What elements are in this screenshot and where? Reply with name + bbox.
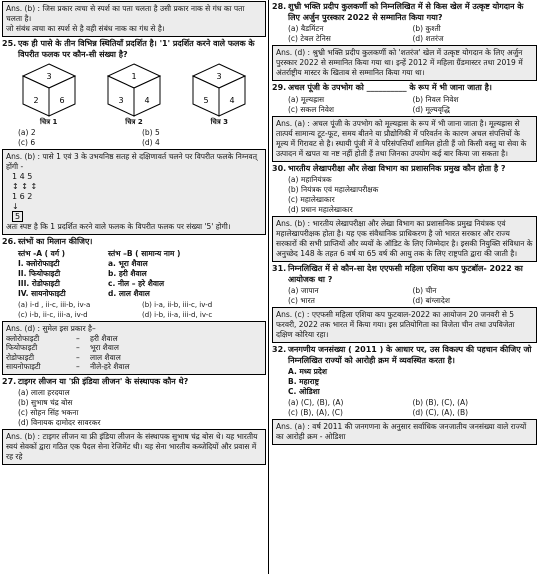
question-text: स्तंभों का मिलान कीजिए। [18,237,93,246]
face-sequence: 1 4 5 [12,172,33,181]
match-cell: I. क्लोरोफाइटी [18,258,60,268]
boxed-answer: 5 [12,211,23,222]
question-text: अचल पूंजी के उपभोग को __________ के रूप में भी जाना जाता है। [288,83,492,92]
question-text: टाइगर लीजन या 'फ्री इंडिया लीजन' के संस्थापक कौन थे? [18,376,189,386]
option: (b) कुश्ती [412,24,441,33]
option: (d) बांग्लादेश [412,296,450,305]
dice-face-left: 5 [203,96,209,105]
dice-face-left: 3 [118,96,124,105]
face-sequence: 1 6 2 [12,192,33,201]
answer-box-31 [272,307,537,343]
option: (d) विनायक दामोदर सावरकर [18,418,101,427]
match-cell: c. नील – हरे शैवाल [108,278,165,288]
match-cell: नीले-हरे शैवाल [90,362,130,371]
answer-text: Ans. (d) : सुमेल इस प्रकार है– [6,323,96,333]
option: (d) प्रधान महालेखाकार [288,205,353,214]
options-29 [288,95,537,115]
option: (d) i-b, ii-a, iii-d, iv-c [142,310,213,319]
match-row [18,279,266,289]
answer-box-24 [2,1,266,37]
cube-icon [19,62,79,118]
option: (a) बैडमिंटन [288,24,324,33]
column-a-header: स्तंभ -A ( वर्ग ) [18,248,66,258]
cube-icon [189,62,249,118]
match-row [18,259,266,269]
dice-face-right: 4 [229,96,235,105]
question-32 [272,345,537,366]
option: (d) शतरंज [412,34,444,43]
dice-face-top: 3 [46,72,52,81]
match-cell: III. रोडोफाइटी [18,278,60,288]
question-text: एक ही पासे के तीन विभिन्न स्थितियाँ प्रदर्शित है। '1' प्रदर्शित करने वाले फलक के विपरीत फलक पर कौन-सी संख्या है? [18,39,255,59]
option: (b) नियंत्रक एवं महालेखापरीक्षक [288,185,379,194]
option: (b) (B), (C), (A) [412,398,469,407]
question-number: 27. [2,376,17,386]
match-cell: II. फियोफाइटी [18,268,61,278]
option: (d) (C), (A), (B) [412,408,469,417]
dice-figures [6,62,262,127]
question-28 [272,2,537,23]
column-divider [268,0,269,574]
answer-box-26 [2,321,266,375]
question-number: 29. [272,83,287,92]
question-27 [2,377,266,388]
answer-box-28 [272,45,537,81]
list-item: B. महाराष्ट्र [288,377,319,386]
question-number: 30. [272,163,287,173]
answer-text: Ans. (b) : भारतीय लेखापरीक्षा और लेखा विभाग का प्रशासनिक प्रमुख नियंत्रक एवं महालेखापरीक्षक होता है। यह एक संवैधानिक प्राधिकरण है जो भारत सरकार और राज्य सरकारों की सभी प्राप्तियों और व्ययों के ऑडिट के लिए जिम्मेदार है। इसकी नियुक्ति संविधान के अनुच्छेद 148 के तहत 6 वर्ष या 65 वर्ष की आयु तक के लिए राष्ट्रपति द्वारा की जाती है। [276,219,533,258]
answer-text: Ans. (d) : श्रुभ्री भक्ति प्रदीप कुलकर्णी को 'शतरंज' खेल में उत्कृष्ट योगदान के लिए अर्जुन पुरस्कार 2022 से सम्मानित किया गया था। इन्हें 2012 में महिला ग्रैंडमास्टर तथा 2019 में अंतर्राष्ट्रीय मास्टर के खिताब से सम्मानित किया गया था। [276,48,523,77]
match-cell: फियोफाइटी [6,343,38,352]
match-cell: भूरा शैवाल [90,343,119,352]
option: (c) i-b, ii-c, iii-a, iv-d [18,310,88,319]
answer-text: Ans. (c) : एएफसी महिला एशिया कप फुटबाल-2022 का आयोजन 20 जनवरी से 5 फरवरी, 2022 तक भारत में किया गया। इस प्रतियोगिता का विजेता चीन तथा उपविजेता दक्षिण कोरिया रहा। [276,310,515,339]
answer-match-list [6,334,262,372]
answer-box-27 [2,429,266,465]
match-row [18,269,266,279]
option: (d) मूल्यवृद्धि [412,104,450,114]
match-dash: – [76,352,80,362]
match-dash: – [76,362,80,371]
option: (c) महालेखाकार [288,195,335,204]
question-number: 28. [272,2,287,11]
option: (b) निवल निवेश [412,94,459,104]
answer-text: Ans. (b) : पासे 1 एवं 3 के उभयनिष्ठ सतह से दक्षिणावर्त चलने पर विपरीत फलके निम्नवत् होंगी - [6,152,257,171]
answer-text: Ans. (b) : टाइगर लीजन या फ्री इंडिया लीजन के संस्थापक सुभाष चंद्र बोस थे। यह भारतीय स्वयं सेवकों द्वारा गठित एक पैदल सेना रेजिमेंट थी। यह सेना भारतीय कब्जेदियों और प्रवास में रह रहे [6,432,258,461]
figure-label: चित्र 2 [125,118,143,126]
option: (c) भारत [288,296,315,305]
option: (c) सोहन सिंह भकना [18,408,79,417]
option: (a) i-d , ii-c, iii-b, iv-a [18,300,91,309]
option: (a) लाला हरदयाल [18,388,70,397]
option: (b) सुभाष चंद्र बोस [18,398,73,407]
question-number: 31. [272,264,287,273]
match-cell: क्लोरोफाइटी [6,333,40,343]
match-dash: – [76,333,80,343]
question-text: निम्नलिखित में से कौन-सा देश एएफसी महिला एशिया कप फुटबॉल- 2022 का आयोजक था ? [288,264,523,284]
dice-face-right: 6 [59,96,65,105]
match-cell: IV. सायनोफाइटी [18,288,66,298]
option: (c) सकल निवेश [288,104,335,114]
option: (d) 4 [142,138,160,147]
match-cell: हरी शैवाल [90,333,118,343]
options-26 [18,300,266,320]
question-number: 26. [2,237,17,246]
options-32 [288,398,537,418]
answer-text: Ans. (a) : वर्ष 2011 की जनगणना के अनुसार सर्वाधिक जनजातीय जनसंख्या वाले राज्यों का आरोही क्रम - ओडिशा [276,422,527,441]
option: (a) जापान [288,286,319,295]
list-item: A. मध्य प्रदेश [288,367,328,376]
dice-figure-1 [19,62,79,127]
options-28 [288,24,537,44]
match-header [18,249,266,259]
dice-face-right: 4 [144,96,150,105]
option: (b) 5 [142,128,160,137]
question-29 [272,83,537,94]
dice-face-top: 3 [216,72,222,81]
options-25 [18,128,266,148]
options-31 [288,286,537,306]
answer-text: Ans. (a) : अचल पूंजी के उपभोग को मूल्यह्रास के रूप में भी जाना जाता है। मूल्यह्रास से तात्पर्य सामान्य टूट-फूट, समय बीतने या प्रौद्योगिकी में परिवर्तन के कारण अचल संपत्तियों के मूल्य में गिरावट से है। स्थायी पूंजी में वे परिसंपत्तियाँ शामिल होती हैं जो किसी वस्तु या सेवा के उत्पादन में खपत या नष्ट नहीं होती हैं तथा जिनका उपयोग कई बार किया जा सकता है। [276,118,527,158]
question-text: जनगणीय जनसंख्या ( 2011 ) के आधार पर, उस विकल्प की पहचान कीजिए जो निम्नलिखित राज्यों को आरोही क्रम में व्यवस्थित करता है। [288,345,532,365]
match-cell: रोडोफाइटी [6,352,35,362]
answer-text: Ans. (b) : जिस प्रकार त्वचा से स्पर्श का पता चलता है उसी प्रकार नाक से गंध का पता चलता है। [6,4,245,23]
dice-figure-2 [104,62,164,127]
option: (c) टेबल टेनिस [288,34,331,43]
match-cell: b. हरी शैवाल [108,268,147,278]
match-table [18,249,266,299]
answer-box-30 [272,216,537,262]
items-32 [288,367,537,397]
answer-box-25 [2,149,266,235]
right-column [270,0,539,446]
option: (a) मूल्यह्रास [288,94,325,104]
match-dash: – [76,343,80,352]
answer-text: जो संबंध त्वचा का स्पर्श से है वही संबंध नाक का गंध से है। [6,24,165,33]
options-30 [288,175,537,215]
figure-label: चित्र 1 [39,118,58,126]
question-number: 25. [2,39,17,48]
option: (a) महानियंत्रक [288,175,332,184]
dice-face-top: 1 [131,72,137,81]
question-text: भारतीय लेखापरीक्षा और लेखा विभाग का प्रशासनिक प्रमुख कौन होता है ? [288,163,506,173]
option: (b) i-a, ii-b, iii-c, iv-d [142,300,213,309]
question-26 [2,237,266,248]
question-30 [272,164,537,175]
left-column [0,0,268,466]
down-arrow: ↓ [12,202,19,211]
match-cell: सायनोफाइटी [6,362,41,371]
question-25 [2,39,266,60]
match-row [18,289,266,299]
answer-box-32 [272,419,537,445]
face-arrows: ↕ ↕ ↕ [12,182,38,191]
option: (a) 2 [18,128,36,137]
match-cell: d. लाल शैवाल [108,288,150,298]
question-text: शुभ्री भक्ति प्रदीप कुलकर्णी को निम्नलिखित में से किस खेल में उत्कृष्ट योगदान के लिए अर्जुन पुरस्कार 2022 से सम्मानित किया गया? [288,2,524,22]
dice-figure-3 [189,62,249,127]
column-b-header: स्तंभ –B ( सामान्य नाम ) [108,248,181,258]
dice-face-left: 2 [33,96,39,105]
answer-text: अतः स्पष्ट है कि 1 प्रदर्शित करने वाले फलक के विपरीत फलक पर संख्या '5' होगी। [6,222,231,231]
answer-box-29 [272,116,537,162]
options-27 [18,388,266,428]
list-item: C. ओडिशा [288,387,320,396]
option: (c) (B), (A), (C) [288,408,343,417]
match-cell: a. भूरा शैवाल [108,258,148,268]
option: (c) 6 [18,138,36,147]
option: (a) (C), (B), (A) [288,398,344,407]
figure-label: चित्र 3 [210,118,229,126]
match-cell: लाल शैवाल [90,352,121,362]
option: (b) चीन [412,286,437,295]
question-31 [272,264,537,285]
cube-icon [104,62,164,118]
question-number: 32. [272,345,287,354]
